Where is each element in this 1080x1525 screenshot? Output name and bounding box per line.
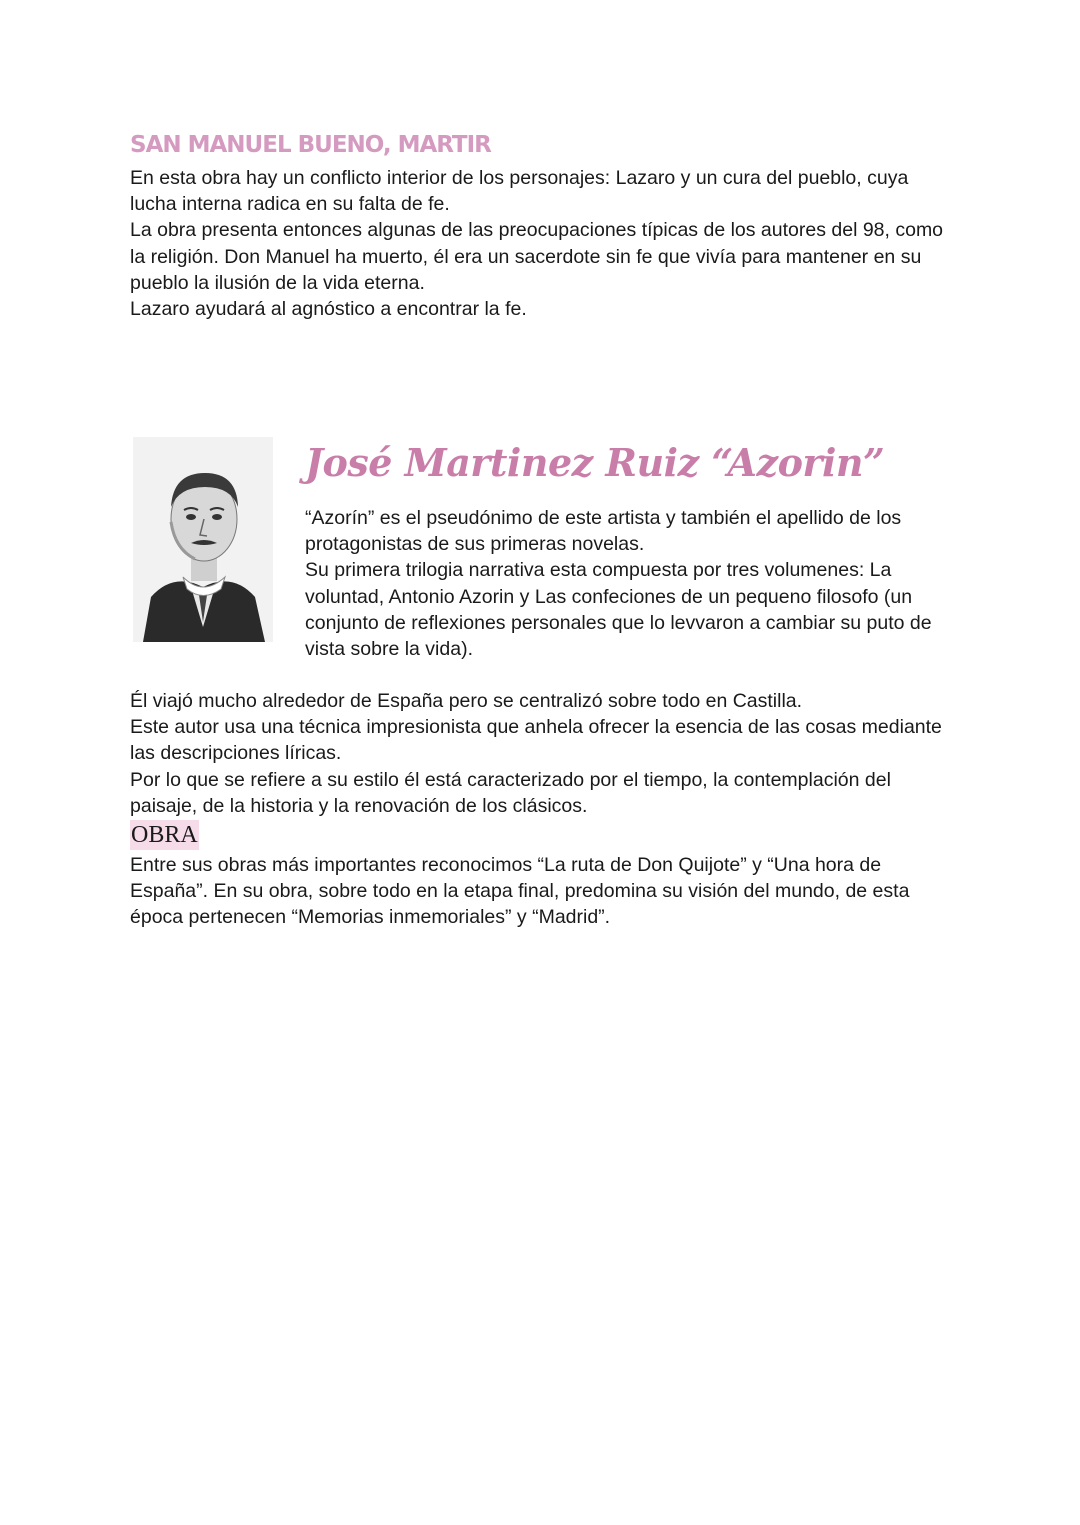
author-title: José Martinez Ruiz “Azorin” — [305, 440, 885, 485]
author-bio — [305, 505, 965, 662]
paragraph: Lazaro ayudará al agnóstico a encontrar la fe. — [130, 298, 527, 321]
san-manuel-text — [130, 165, 960, 322]
author-style-text — [130, 688, 960, 819]
paragraph: Él viajó mucho alrededor de España pero se centralizó sobre todo en Castilla. — [130, 690, 803, 712]
paragraph: Este autor usa una técnica impresionista que anhela ofrecer la esencia de las cosas mediante las descripciones líricas. — [130, 716, 942, 765]
author-portrait — [133, 437, 273, 642]
paragraph: “Azorín” es el pseudónimo de este artista y también el apellido de los protagonistas de sus primeras novelas. — [305, 507, 902, 556]
portrait-icon — [133, 437, 273, 642]
paragraph: Entre sus obras más importantes reconocimos “La ruta de Don Quijote” y “Una hora de España”. En su obra, sobre todo en la etapa final, predomina su visión del mundo, de esta época pertenecen “Memorias inmemoriales” y “Madrid”. — [130, 854, 910, 929]
paragraph: Su primera trilogia narrativa esta compuesta por tres volumenes: La voluntad, Antonio Azorin y Las confeciones de un pequeno filosofo (un conjunto de reflexiones personales que lo levvaron a cambiar su puto de vista sobre la vida). — [305, 559, 932, 661]
paragraph: La obra presenta entonces algunas de las preocupaciones típicas de los autores del 98, como la religión. Don Manuel ha muerto, él era un sacerdote sin fe que vivía para mantener en su pueblo la ilusión de la vida eterna. — [130, 219, 944, 294]
obra-heading: OBRA — [131, 822, 198, 848]
section-heading-san-manuel: SAN MANUEL BUENO, MARTIR — [130, 132, 491, 158]
paragraph: En esta obra hay un conflicto interior de los personajes: Lazaro y un cura del pueblo, cuya lucha interna radica en su falta de fe. — [130, 167, 909, 216]
paragraph: Por lo que se refiere a su estilo él está caracterizado por el tiempo, la contemplación del paisaje, de la historia y la renovación de los clásicos. — [130, 768, 891, 817]
works-text — [130, 852, 960, 931]
